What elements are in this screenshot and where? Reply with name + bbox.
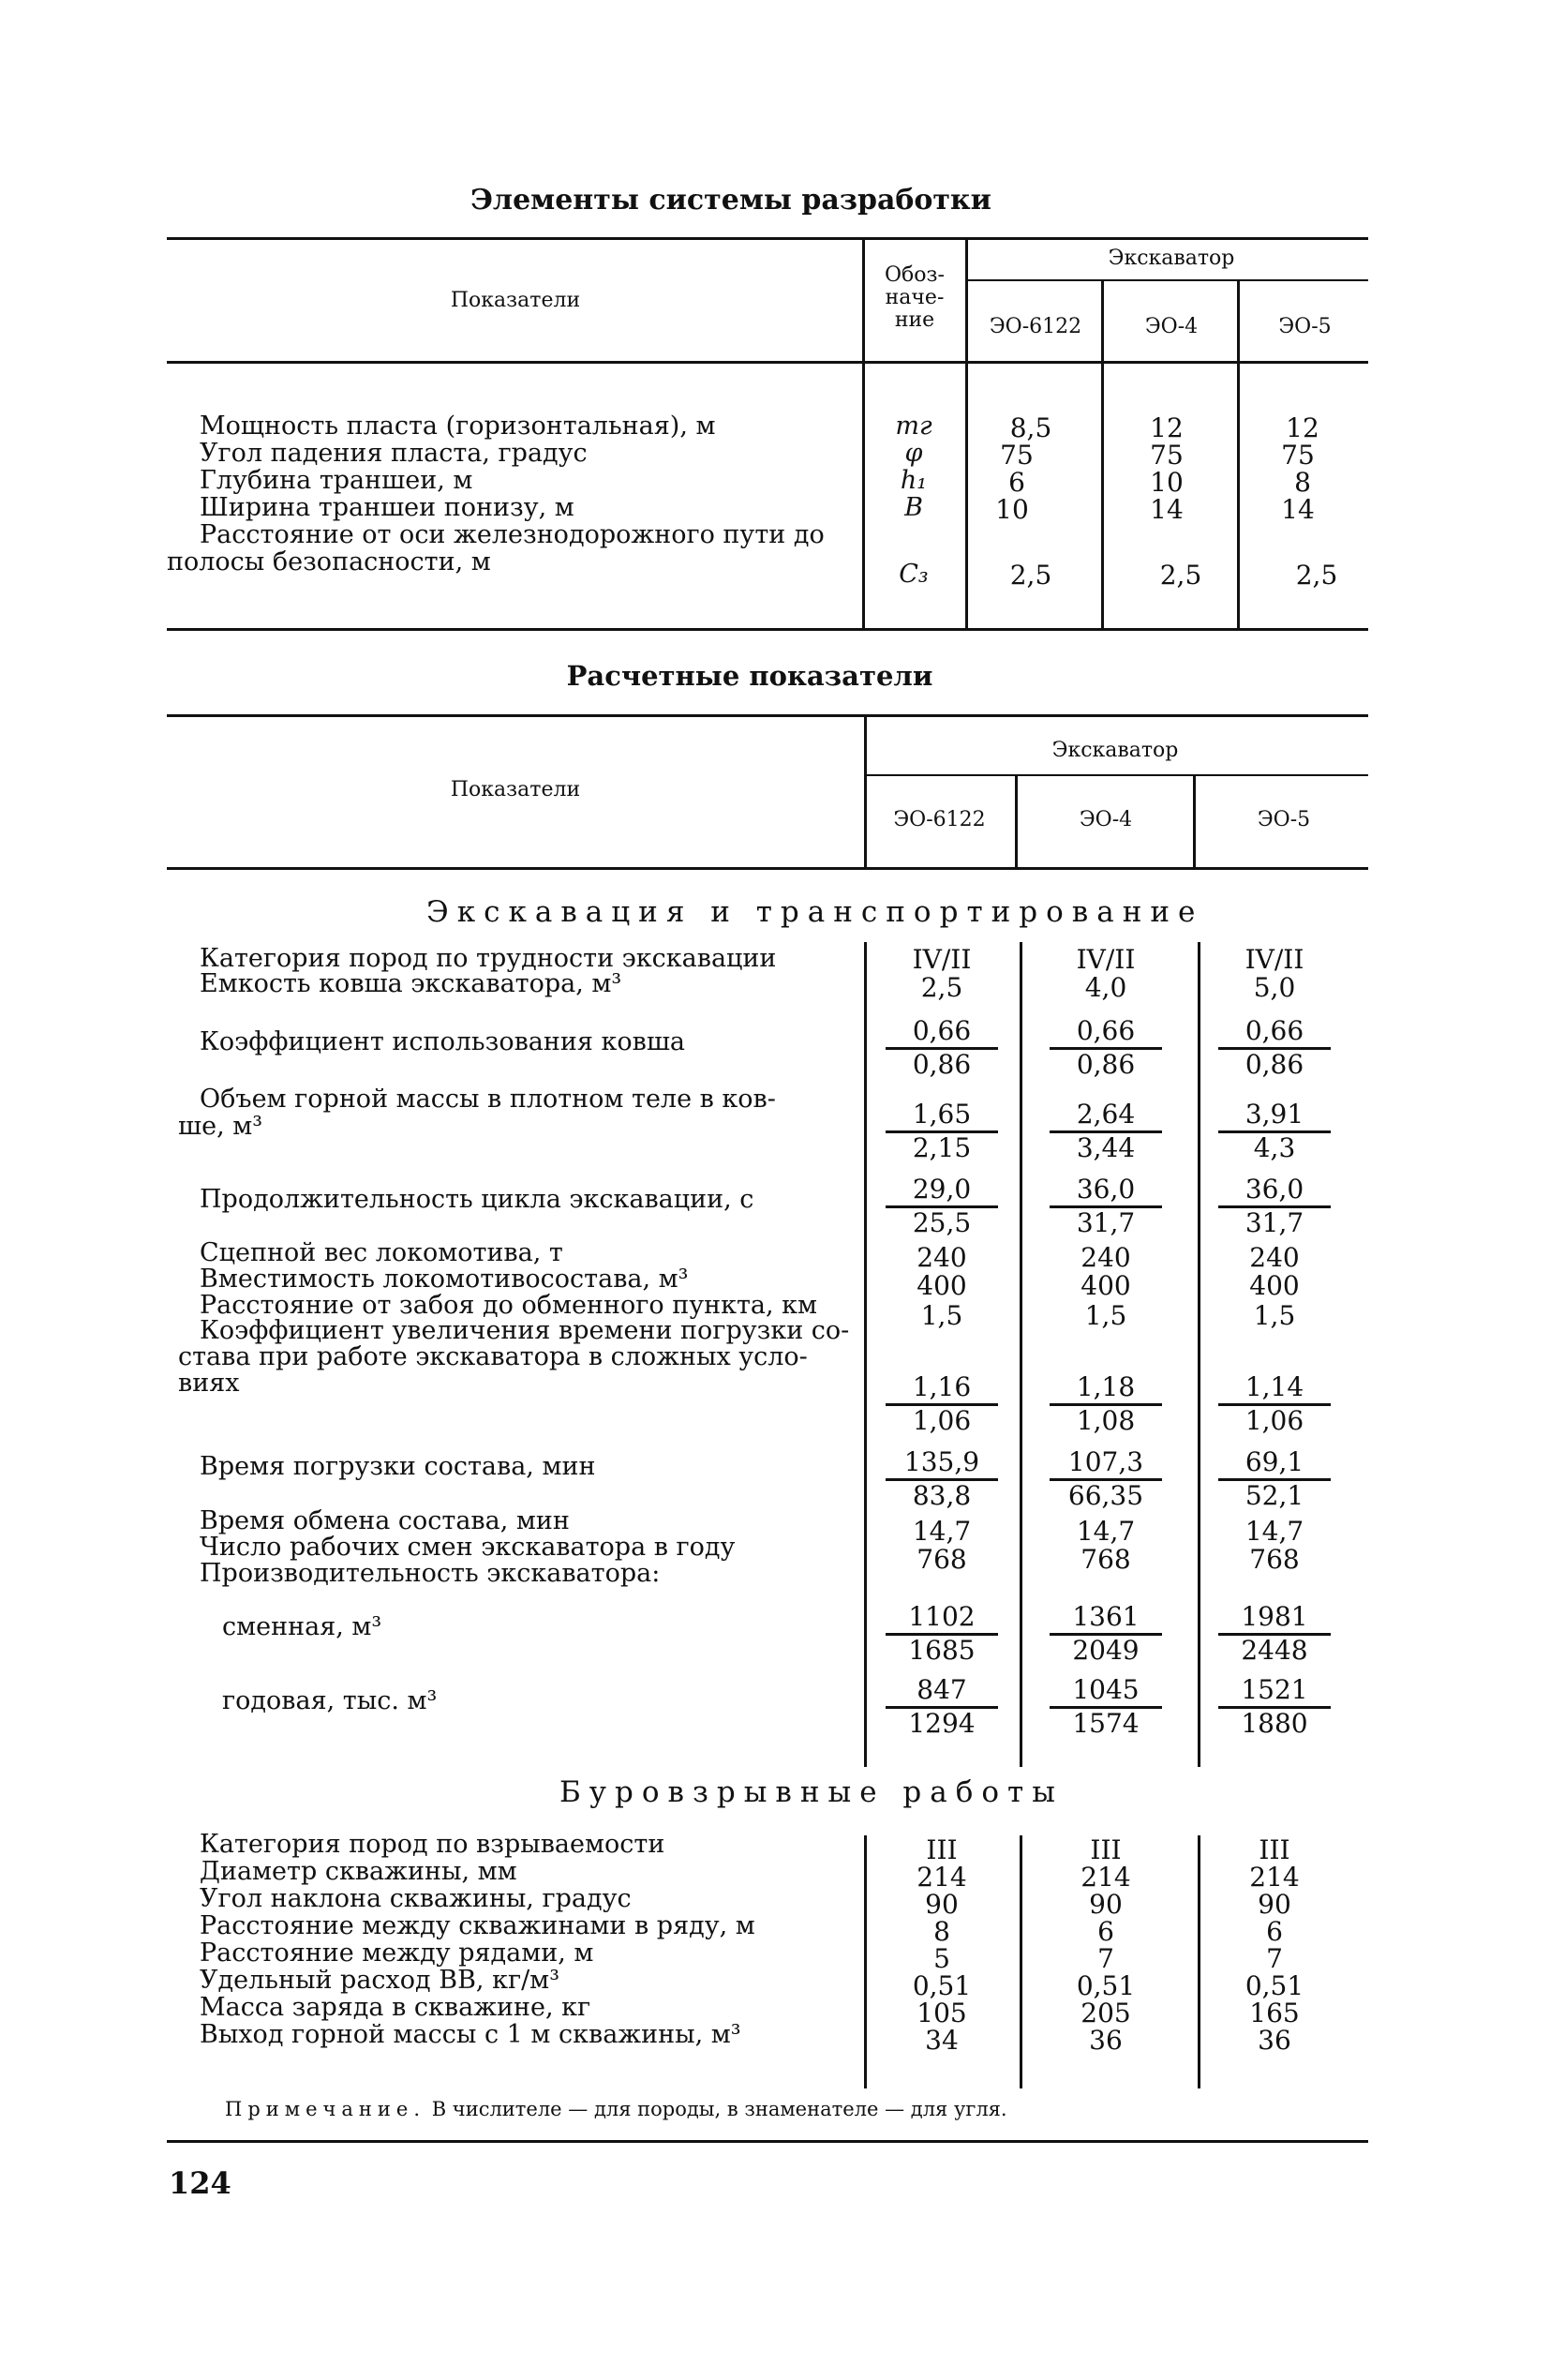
- table1-cell: 75: [1150, 440, 1184, 471]
- table1-cell: 14: [1281, 494, 1315, 525]
- table2-row-label: Расстояние между скважинами в ряду, м: [200, 1911, 755, 1940]
- table2-cell: 205: [1081, 1998, 1131, 2028]
- table1-cell: 10: [1150, 467, 1184, 498]
- table2-fraction-cell: $\frac{1045}{1574}$: [1050, 1674, 1162, 1739]
- table2-cell: 7: [1266, 1943, 1283, 1974]
- table1-header-model: ЭО-5: [1278, 315, 1332, 338]
- table2-row-label: Продолжительность цикла экскавации, с: [200, 1185, 754, 1214]
- table2-cell: 0,51: [912, 1970, 972, 2001]
- table2-row-label: Категория пород по трудности экскавации: [200, 944, 777, 973]
- table1-row-symbol: C₃: [899, 560, 929, 589]
- table2-cell: 1,5: [920, 1300, 963, 1331]
- table2-row-label: става при работе экскаватора в сложных усло-: [178, 1342, 808, 1371]
- table2-cell: 165: [1249, 1998, 1300, 2028]
- table2-cell: 0,51: [1076, 1970, 1136, 2001]
- table1-cell: 75: [1000, 440, 1034, 471]
- table1-row-symbol: h₁: [900, 466, 928, 495]
- table2-fraction-cell: $\frac{847}{1294}$: [886, 1674, 998, 1739]
- table2-cell: 7: [1097, 1943, 1114, 1974]
- section-heading-drilling-blasting: Буровзрывные работы: [559, 1775, 1064, 1809]
- table2-cell: 90: [925, 1889, 959, 1920]
- table2-row-label: Угол наклона скважины, градус: [200, 1884, 632, 1913]
- table2-bottom-rule: [167, 2140, 1368, 2143]
- table2-cell: 240: [1081, 1242, 1131, 1273]
- table2-cell: 240: [1249, 1242, 1300, 1273]
- table2-cell: 240: [917, 1242, 967, 1273]
- table2-fraction-cell: $\frac{1102}{1685}$: [886, 1601, 998, 1666]
- table2-cell: 4,0: [1084, 972, 1127, 1003]
- table2-row-label: виях: [178, 1369, 240, 1398]
- table2-fraction-cell: $\frac{0,66}{0,86}$: [1218, 1015, 1331, 1080]
- table2-row-label: Сцепной вес локомотива, т: [200, 1238, 563, 1267]
- table1-cell: 12: [1286, 412, 1319, 443]
- footnote-label: Примечание.: [225, 2098, 426, 2120]
- table1-cell: 6: [1008, 467, 1025, 498]
- table2-col-divider: [864, 942, 867, 1767]
- table2-cell: 90: [1089, 1889, 1123, 1920]
- table2-cell: 0,51: [1244, 1970, 1304, 2001]
- table2-top-rule: [167, 714, 1368, 717]
- table2-row-label: Число рабочих смен экскаватора в году: [200, 1533, 736, 1562]
- table2-row-label: Время обмена состава, мин: [200, 1506, 570, 1535]
- table2-header-rule: [167, 867, 1368, 870]
- table1-row-symbol: φ: [904, 439, 923, 468]
- table2-cell: 1,5: [1084, 1300, 1127, 1331]
- table2-row-label: сменная, м³: [222, 1612, 382, 1641]
- table1-header-model: ЭО-4: [1144, 315, 1199, 338]
- table2-cell: 400: [1081, 1270, 1131, 1301]
- table2-header-model: ЭО-4: [1079, 808, 1133, 831]
- table2-col-divider: [1020, 942, 1022, 1767]
- table2-cell: 6: [1266, 1916, 1283, 1947]
- table2-row-label: Производительность экскаватора:: [200, 1559, 661, 1588]
- table1-cell: 2,5: [1009, 560, 1052, 591]
- table2-fraction-cell: $\frac{1981}{2448}$: [1218, 1601, 1331, 1666]
- table2-cell: 5: [933, 1943, 950, 1974]
- table2-row-label: Коэффициент использования ковша: [200, 1027, 686, 1056]
- table1-title: Элементы системы разработки: [470, 184, 991, 217]
- table1-cell: 2,5: [1159, 560, 1202, 591]
- table2-fraction-cell: $\frac{1521}{1880}$: [1218, 1674, 1331, 1739]
- table1-header-rule: [167, 361, 1368, 364]
- table1-top-rule: [167, 237, 1368, 240]
- table2-header-divider: [1015, 776, 1018, 869]
- table1-cell: 75: [1281, 440, 1315, 471]
- table2-col-divider: [864, 1835, 867, 2088]
- table2-col-divider: [1020, 1835, 1022, 2088]
- table2-header-divider: [864, 716, 867, 869]
- table2-row-label: Расстояние от забоя до обменного пункта, км: [200, 1291, 818, 1320]
- table2-cell: 105: [917, 1998, 967, 2028]
- page-number: 124: [169, 2165, 231, 2201]
- table2-col-divider: [1198, 942, 1200, 1767]
- table2-fraction-cell: $\frac{36,0}{31,7}$: [1050, 1174, 1162, 1238]
- table2-fraction-cell: $\frac{135,9}{83,8}$: [886, 1446, 998, 1511]
- table2-row-label: ше, м³: [178, 1112, 263, 1141]
- table2-fraction-cell: $\frac{1,14}{1,06}$: [1218, 1371, 1331, 1436]
- table1-row-symbol: B: [904, 493, 923, 522]
- table2-cell: 14,7: [1244, 1516, 1304, 1547]
- table2-cell: IV/II: [1244, 944, 1304, 975]
- table2-cell: 36: [1089, 2025, 1123, 2056]
- table2-cell: 5,0: [1253, 972, 1296, 1003]
- table2-cell: 400: [1249, 1270, 1300, 1301]
- table1-row-label: полосы безопасности, м: [167, 547, 491, 576]
- table2-fraction-cell: $\frac{2,64}{3,44}$: [1050, 1099, 1162, 1163]
- table1-col-divider: [1101, 281, 1104, 631]
- table2-cell: 214: [917, 1862, 967, 1893]
- table2-cell: 8: [933, 1916, 950, 1947]
- table-footnote: [225, 2098, 1007, 2120]
- table2-cell: 90: [1258, 1889, 1291, 1920]
- table2-row-label: Время погрузки состава, мин: [200, 1452, 596, 1481]
- table1-group-rule: [965, 279, 1368, 281]
- table2-cell: 1,5: [1253, 1300, 1296, 1331]
- table2-cell: 6: [1097, 1916, 1114, 1947]
- table2-row-label: Масса заряда в скважине, кг: [200, 1993, 591, 2022]
- table2-header-divider: [1193, 776, 1196, 869]
- table2-row-label: Выход горной массы с 1 м скважины, м³: [200, 2020, 741, 2049]
- table2-fraction-cell: $\frac{1361}{2049}$: [1050, 1601, 1162, 1666]
- table1-cell: 8: [1294, 467, 1311, 498]
- table1-cell: 10: [995, 494, 1029, 525]
- table2-fraction-cell: $\frac{0,66}{0,86}$: [886, 1015, 998, 1080]
- table2-cell: III: [1259, 1834, 1290, 1865]
- table1-header-model: ЭО-6122: [989, 315, 1082, 338]
- table2-row-label: Расстояние между рядами, м: [200, 1938, 594, 1968]
- table2-cell: III: [926, 1834, 958, 1865]
- table2-title: Расчетные показатели: [566, 660, 933, 692]
- table1-cell: 8,5: [1009, 412, 1052, 443]
- table1-header-indicator: Показатели: [450, 289, 581, 312]
- table2-cell: 214: [1081, 1862, 1131, 1893]
- table2-group-rule: [867, 774, 1368, 776]
- table2-cell: 14,7: [912, 1516, 972, 1547]
- table2-cell: 34: [925, 2025, 959, 2056]
- table2-row-label: Вместимость локомотивосостава, м³: [200, 1265, 689, 1294]
- table2-fraction-cell: $\frac{3,91}{4,3}$: [1218, 1099, 1331, 1163]
- table2-cell: 768: [917, 1544, 967, 1575]
- table2-row-label: Удельный расход ВВ, кг/м³: [200, 1966, 560, 1995]
- table1-cell: 14: [1150, 494, 1184, 525]
- table1-row-label: Мощность пласта (горизонтальная), м: [200, 412, 716, 441]
- table2-row-label: Диаметр скважины, мм: [200, 1857, 517, 1886]
- table2-cell: III: [1090, 1834, 1122, 1865]
- footnote-text: В числителе — для породы, в знаменателе — для угля.: [431, 2098, 1007, 2120]
- table1-header-excavator: Экскаватор: [1108, 247, 1235, 270]
- table2-fraction-cell: $\frac{1,18}{1,08}$: [1050, 1371, 1162, 1436]
- table2-header-indicator: Показатели: [450, 778, 581, 801]
- table2-cell: 2,5: [920, 972, 963, 1003]
- table2-row-label: годовая, тыс. м³: [222, 1686, 438, 1715]
- table2-fraction-cell: $\frac{29,0}{25,5}$: [886, 1174, 998, 1238]
- table1-row-label: Глубина траншеи, м: [200, 466, 473, 495]
- table2-cell: 768: [1081, 1544, 1131, 1575]
- table2-row-label: Объем горной массы в плотном теле в ков-: [200, 1085, 776, 1114]
- table1-bottom-rule: [167, 628, 1368, 631]
- table2-row-label: Коэффициент увеличения времени погрузки со-: [200, 1316, 850, 1345]
- table2-cell: 400: [917, 1270, 967, 1301]
- table2-row-label: Категория пород по взрываемости: [200, 1830, 665, 1859]
- table2-row-label: Емкость ковша экскаватора, м³: [200, 969, 622, 998]
- table2-cell: IV/II: [912, 944, 972, 975]
- section-heading-excavation: Экскавация и транспортирование: [426, 895, 1204, 929]
- table2-fraction-cell: $\frac{69,1}{52,1}$: [1218, 1446, 1331, 1511]
- table1-row-label: Расстояние от оси железнодорожного пути до: [200, 520, 825, 549]
- table2-header-model: ЭО-6122: [893, 808, 986, 831]
- table2-header-model: ЭО-5: [1257, 808, 1311, 831]
- table2-cell: 768: [1249, 1544, 1300, 1575]
- table2-fraction-cell: $\frac{107,3}{66,35}$: [1050, 1446, 1162, 1511]
- table2-fraction-cell: $\frac{0,66}{0,86}$: [1050, 1015, 1162, 1080]
- table2-cell: 36: [1258, 2025, 1291, 2056]
- table1-cell: 12: [1150, 412, 1184, 443]
- table2-fraction-cell: $\frac{1,65}{2,15}$: [886, 1099, 998, 1163]
- table2-cell: IV/II: [1076, 944, 1136, 975]
- table2-cell: 214: [1249, 1862, 1300, 1893]
- table1-row-label: Угол падения пласта, градус: [200, 439, 588, 468]
- table2-col-divider: [1198, 1835, 1200, 2088]
- table2-fraction-cell: $\frac{36,0}{31,7}$: [1218, 1174, 1331, 1238]
- table1-col-divider: [965, 239, 968, 631]
- table2-fraction-cell: $\frac{1,16}{1,06}$: [886, 1371, 998, 1436]
- table1-row-symbol: mг: [895, 412, 932, 441]
- table2-cell: 14,7: [1076, 1516, 1136, 1547]
- table1-header-symbol: Обоз- наче- ние: [885, 263, 945, 332]
- table1-cell: 2,5: [1295, 560, 1338, 591]
- table1-row-label: Ширина траншеи понизу, м: [200, 493, 574, 522]
- table2-header-excavator: Экскаватор: [1051, 739, 1179, 762]
